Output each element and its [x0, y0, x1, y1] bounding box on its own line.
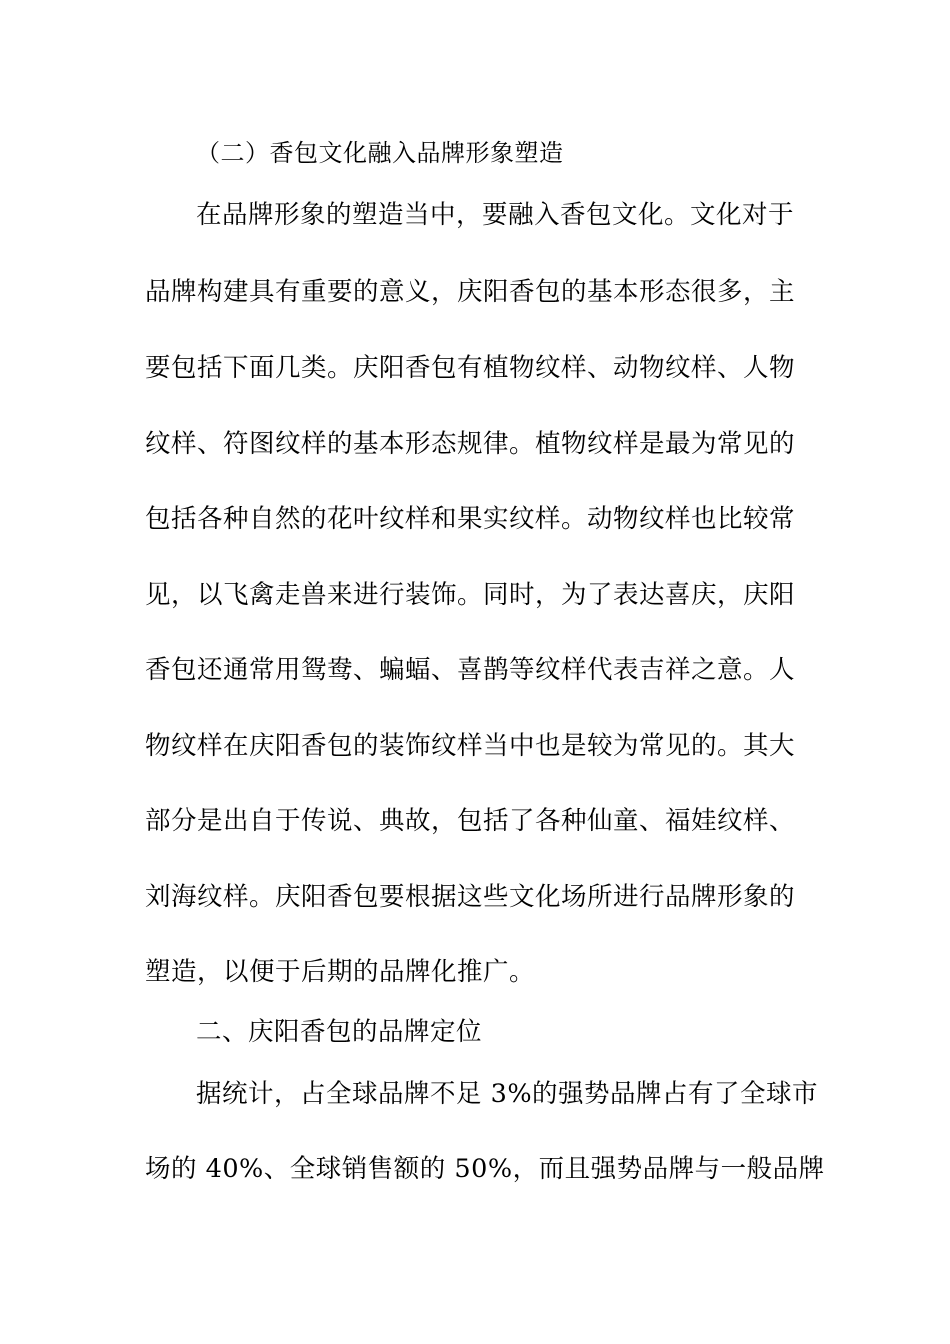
section-heading: 二、庆阳香包的品牌定位	[196, 1017, 483, 1047]
paragraph-line: 部分是出自于传说、典故，包括了各种仙童、福娃纹样、	[145, 806, 796, 836]
paragraph-line: 场的 40%、全球销售额的 50%，而且强势品牌与一般品牌	[145, 1154, 825, 1184]
paragraph-line: 纹样、符图纹样的基本形态规律。植物纹样是最为常见的	[145, 429, 796, 459]
paragraph-line: 包括各种自然的花叶纹样和果实纹样。动物纹样也比较常	[145, 504, 796, 534]
paragraph-line: 物纹样在庆阳香包的装饰纹样当中也是较为常见的。其大	[145, 731, 796, 761]
subheading: （二）香包文化融入品牌形象塑造	[196, 139, 564, 167]
paragraph-line: 刘海纹样。庆阳香包要根据这些文化场所进行品牌形象的	[145, 882, 796, 912]
paragraph-line: 香包还通常用鸳鸯、蝙蝠、喜鹊等纹样代表吉祥之意。人	[145, 655, 796, 685]
paragraph-line: 据统计，占全球品牌不足 3%的强势品牌占有了全球市	[196, 1079, 819, 1109]
paragraph-line: 见，以飞禽走兽来进行装饰。同时，为了表达喜庆，庆阳	[145, 580, 796, 610]
paragraph-line: 品牌构建具有重要的意义，庆阳香包的基本形态很多，主	[145, 277, 796, 307]
paragraph-line: 塑造，以便于后期的品牌化推广。	[145, 957, 536, 987]
paragraph-line: 在品牌形象的塑造当中，要融入香包文化。文化对于	[196, 200, 795, 230]
paragraph-line: 要包括下面几类。庆阳香包有植物纹样、动物纹样、人物	[145, 353, 796, 383]
